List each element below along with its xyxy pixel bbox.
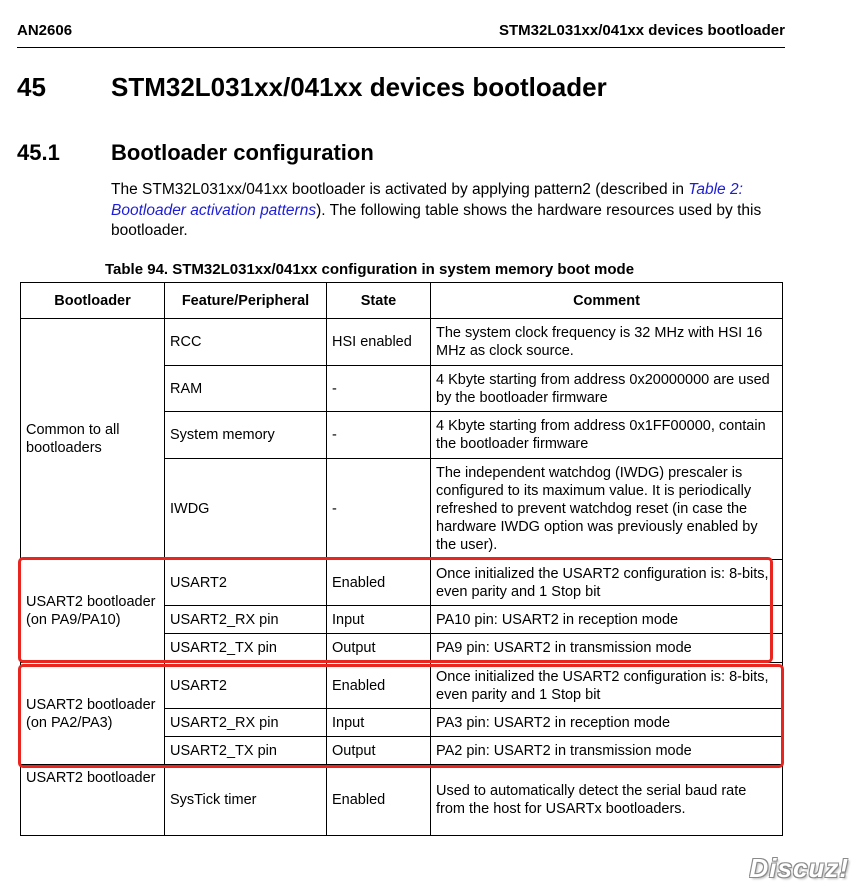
bootloader-cell: Common to all bootloaders — [21, 319, 165, 560]
watermark-logo: Discuz! — [749, 853, 849, 883]
subsection-number: 45.1 — [17, 140, 60, 165]
table-header-row — [21, 283, 783, 319]
state-cell: Enabled — [327, 663, 431, 709]
bootloader-config-table — [20, 282, 783, 836]
column-header-bootloader: Bootloader — [21, 283, 165, 319]
subsection-title: Bootloader configuration — [111, 140, 374, 165]
table-row — [21, 319, 783, 366]
intro-paragraph — [111, 180, 791, 242]
bootloader-cell: USART2 bootloader (on PA9/PA10) — [21, 560, 165, 663]
table-row — [21, 765, 783, 836]
table-row — [21, 560, 783, 606]
section-number: 45 — [17, 72, 46, 102]
comment-cell: Used to automatically detect the serial baud rate from the host for USARTx bootloaders. — [431, 765, 783, 836]
comment-cell: PA10 pin: USART2 in reception mode — [431, 606, 783, 634]
state-cell: - — [327, 366, 431, 412]
header-divider — [17, 47, 785, 48]
table-caption: Table 94. STM32L031xx/041xx configuration in system memory boot mode — [105, 261, 635, 278]
feature-cell: System memory — [165, 412, 327, 459]
comment-cell: 4 Kbyte starting from address 0x1FF00000, contain the bootloader firmware — [431, 412, 783, 459]
comment-cell: 4 Kbyte starting from address 0x20000000 are used by the bootloader firmware — [431, 366, 783, 412]
comment-cell: The system clock frequency is 32 MHz with HSI 16 MHz as clock source. — [431, 319, 783, 366]
feature-cell: RCC — [165, 319, 327, 366]
comment-cell: PA2 pin: USART2 in transmission mode — [431, 737, 783, 765]
state-cell: Input — [327, 606, 431, 634]
column-header-feature: Feature/Peripheral — [165, 283, 327, 319]
state-cell: Input — [327, 709, 431, 737]
bootloader-cell: USART2 bootloader — [21, 765, 165, 836]
feature-cell: USART2 — [165, 560, 327, 606]
running-title: STM32L031xx/041xx devices bootloader — [499, 22, 785, 39]
feature-cell: SysTick timer — [165, 765, 327, 836]
state-cell: Enabled — [327, 560, 431, 606]
state-cell: Enabled — [327, 765, 431, 836]
comment-cell: The independent watchdog (IWDG) prescaler is configured to its maximum value. It is periodically refreshed to prevent watchdog reset (in case the hardware IWDG option was previously enabled by the user). — [431, 459, 783, 560]
state-cell: Output — [327, 634, 431, 663]
feature-cell: IWDG — [165, 459, 327, 560]
comment-cell: Once initialized the USART2 configuration is: 8-bits, even parity and 1 Stop bit — [431, 663, 783, 709]
section-title: STM32L031xx/041xx devices bootloader — [111, 72, 607, 102]
feature-cell: USART2_TX pin — [165, 634, 327, 663]
column-header-comment: Comment — [431, 283, 783, 319]
bootloader-cell: USART2 bootloader (on PA2/PA3) — [21, 663, 165, 765]
feature-cell: USART2_RX pin — [165, 709, 327, 737]
column-header-state: State — [327, 283, 431, 319]
comment-cell: PA3 pin: USART2 in reception mode — [431, 709, 783, 737]
comment-cell: Once initialized the USART2 configuration is: 8-bits, even parity and 1 Stop bit — [431, 560, 783, 606]
state-cell: HSI enabled — [327, 319, 431, 366]
table-reference-link[interactable]: Table 2: Bootloader activation patterns — [111, 181, 743, 219]
table-row — [21, 663, 783, 709]
state-cell: Output — [327, 737, 431, 765]
feature-cell: USART2 — [165, 663, 327, 709]
feature-cell: USART2_TX pin — [165, 737, 327, 765]
state-cell: - — [327, 459, 431, 560]
state-cell: - — [327, 412, 431, 459]
feature-cell: RAM — [165, 366, 327, 412]
intro-text-end: ). The following table shows the hardware resources used by this bootloader. — [111, 201, 762, 239]
document-id: AN2606 — [17, 22, 73, 39]
comment-cell: PA9 pin: USART2 in transmission mode — [431, 634, 783, 663]
feature-cell: USART2_RX pin — [165, 606, 327, 634]
intro-text-start: The STM32L031xx/041xx bootloader is activated by applying pattern2 (described in — [111, 181, 689, 198]
